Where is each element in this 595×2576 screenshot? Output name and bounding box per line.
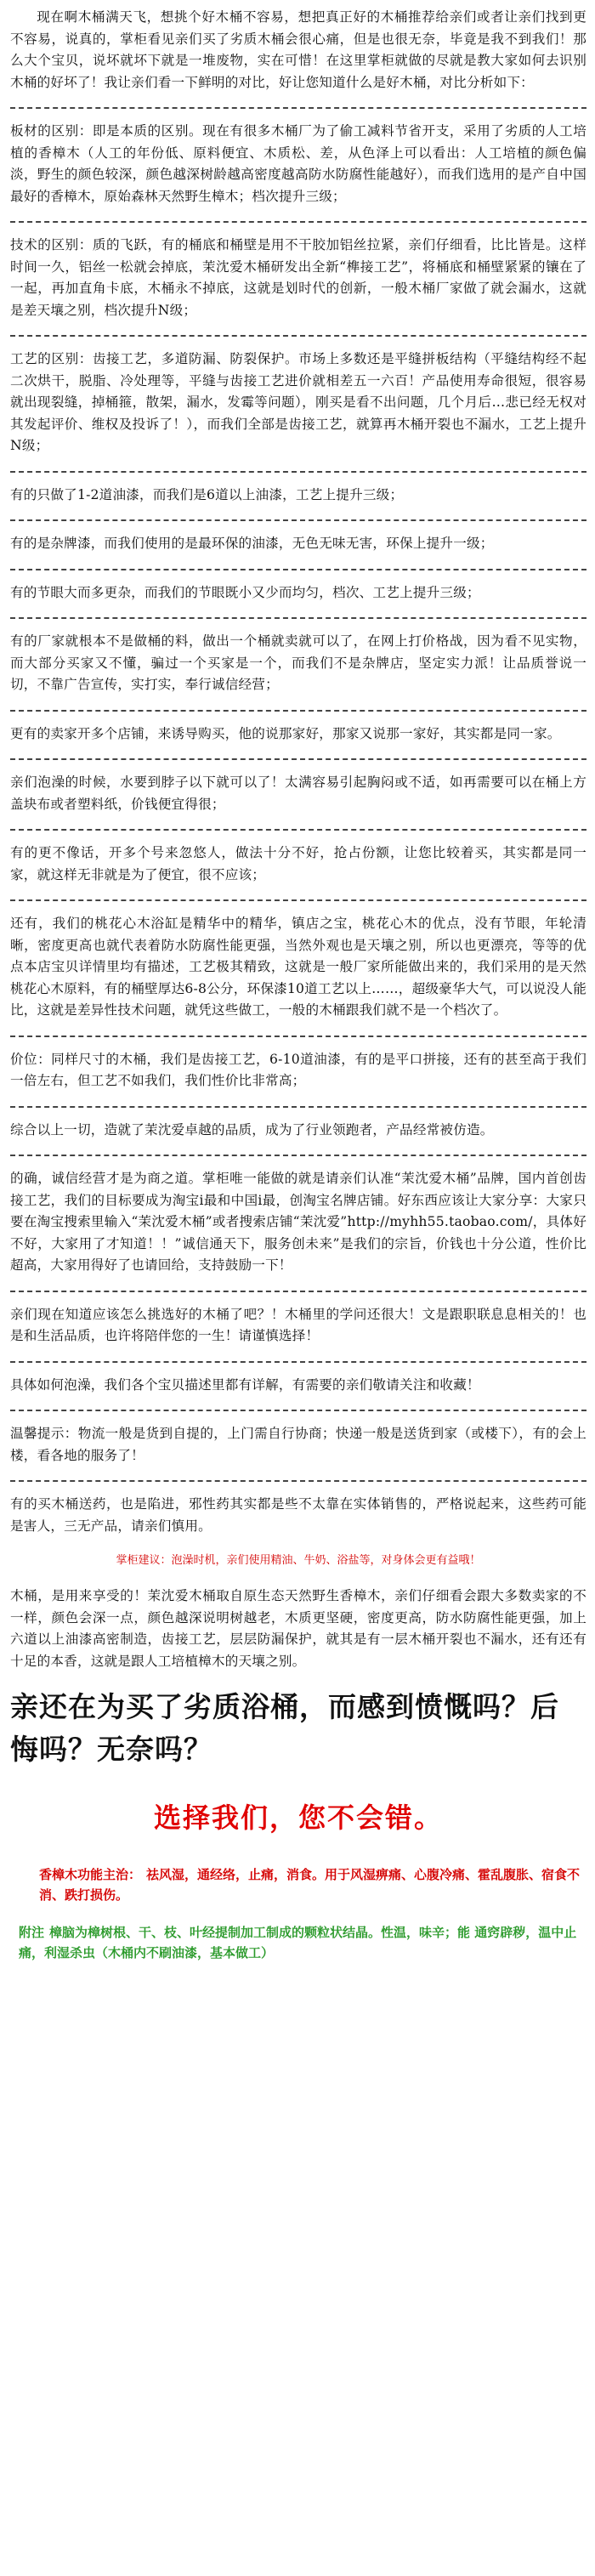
slogan-headline: 选择我们，您不会错。 [153,1801,443,1834]
wood-function-block [10,1864,586,1905]
section-divider [10,899,586,901]
choose-paragraph: 亲们现在知道应该怎么挑选好的木桶了吧？！木桶里的学问还很大！文是跟职联息息相关的！也是和生活品质，也许将陪伴您的一生！请谨慎选择！ [10,1306,586,1343]
craft-paragraph: 工艺的区别：齿接工艺，多道防漏、防裂保护。市场上多数还是平缝拼板结构（平缝结构经不起二次烘干，脱脂、冷处理等，平缝与齿接工艺进价就相差五一六百！产品使用寿命很短，很容易就出现裂缝，掉桶箍，散架，漏水，发霉等问题），刚买是看不出问题，几个月后…悲已经无权对其发起评价、维权及投诉了！），而我们全部是齿接工艺，就算再木桶开裂也不漏水，工艺上提升N级； [10,351,586,453]
summary-paragraph: 综合以上一切，造就了茉沈爱卓越的品质，成为了行业领跑者，产品经常被仿造。 [10,1121,494,1138]
section-divider [10,221,586,223]
section-divider [10,1291,586,1292]
bath-tip-paragraph: 亲们泡澡的时候，水要到脖子以下就可以了！太满容易引起胸闷或不适，如再需要可以在桶上方盖块布或者塑料纸，价钱便宜得很； [10,775,586,812]
technique-paragraph: 技术的区别：质的飞跃，有的桶底和桶壁是用不干胶加铝丝拉紧，亲们仔细看，比比皆是。这样时间一久，铝丝一松就会掉底，茉沈爱木桶研发出全新“榫接工艺”，将桶底和桶壁紧紧的镶在了一起，再加直角卡底，木桶永不掉底，这就是划时代的创新，一般木桶厂家做了就会漏水，这就是差天壤之别，档次提升N级； [10,237,586,318]
price-paragraph: 价位：同样尺寸的木桶，我们是齿接工艺，6-10道油漆，有的是平口拼接，还有的甚至高于我们一倍左右，但工艺不如我们，我们性价比非常高； [10,1051,586,1088]
section-divider [10,829,586,831]
cheap-paragraph: 有的更不像话，开多个号来忽悠人，做法十分不好，抢占份额，让您比较着买，其实都是同一家，就这样无非就是为了便宜，很不应该； [10,845,586,882]
examples-paragraph: 具体如何泡澡，我们各个宝贝描述里都有详解，有需要的亲们敬请关注和收藏！ [10,1376,480,1393]
fake-seller-paragraph: 有的厂家就根本不是做桶的料，做出一个桶就卖就可以了，在网上打价格战，因为看不见实物，而大部分买家又不懂，骗过一个买家是一个，而我们不是杂牌店，坚定实力派！让品质誉说一切，不靠广告宣传，实打实，奉行诚信经营； [10,633,586,692]
oil-paragraph: 有的只做了1-2道油漆，而我们是6道以上油漆，工艺上提升三级； [10,486,404,502]
wood-function-text: 祛风湿，通经络，止痛，消食。用于风湿痹痛、心腹冷痛、霍乱腹胀、宿食不消、跌打损伤。 [39,1867,581,1903]
wood-function-label: 香樟木功能主治： [39,1867,142,1882]
section-divider [10,569,586,570]
section-divider [10,519,586,521]
mahogany-paragraph: 还有，我们的桃花心木浴缸是精华中的精华，镇店之宝，桃花心木的优点，没有节眼，年轮清晰，密度更高也就代表着防水防腐性能更强，当然外观也是天壤之别，所以也更漂亮，等等的优点本店宝贝详情里均有描述，工艺极其精致，这就是一般厂家所能做出来的，我们采用的是天然桃花心木原料，有的桶壁厚达6-8公分，环保漆10道工艺以上……，超级豪华大气，可以说没人能比，这就是差异性技术问题，就凭这些做工，一般的木桶跟我们就不是一个档次了。 [10,916,586,1018]
section-divider [10,710,586,712]
medicine-warning-paragraph: 有的买木桶送药，也是陷进，邪性药其实都是些不太靠在实体销售的，严格说起来，这些药可能是害人，三无产品，请亲们慎用。 [10,1496,586,1534]
section-divider [10,617,586,619]
intro-paragraph: 现在啊木桶满天飞，想挑个好木桶不容易，想把真正好的木桶推荐给亲们或者让亲们找到更不容易，说真的，掌柜看见亲们买了劣质木桶会很心痛，但是也很无奈，毕竟是我不到我们！那么大个宝贝，说坏就坏下就是一堆废物，实在可惜！在这里掌柜就做的尽就是教大家如何去识别木桶的好坏了！我让亲们看一下鲜明的对比，好让您知道什么是好木桶，对比分析如下： [10,9,586,90]
regret-headline: 亲还在为买了劣质浴桶，而感到愤慨吗？后悔吗？无奈吗？ [10,1690,559,1766]
multi-shop-paragraph: 更有的卖家开多个店铺，来诱导购买，他的说那家好，那家又说那一家好，其实都是同一家。 [10,725,561,741]
trust-paragraph: 的确，诚信经营才是为商之道。掌柜唯一能做的就是请亲们认准“茉沈爱木桶”品牌，国内首创齿接工艺，我们的目标要成为淘宝i最和中国i最，创淘宝名牌店铺。好东西应该让大家分享：大家只要在淘宝搜索里输入“茉沈爱木桶”或者搜索店铺“茉沈爱”http://myhh55.taobao.com/，具体好不好，大家用了才知道！！”诚信通天下，服务创未来”是我们的宗旨，价钱也十分公道，性价比超高，大家用得好了也请回给，支持鼓励一下！ [10,1171,586,1273]
section-divider [10,1155,586,1156]
material-paragraph: 板材的区别：即是本质的区别。现在有很多木桶厂为了偷工减料节省开支，采用了劣质的人工培植的香樟木（人工的年份低、原料便宜、木质松、差，从色泽上可以看出：人工培植的颜色偏淡，野生的颜色较深，颜色越深树龄越高密度越高防水防腐性能越好），而我们选用的是产自中国最好的香樟木，原始森林天然野生樟木；档次提升三级； [10,123,586,204]
shipping-paragraph: 温馨提示：物流一般是货到自提的，上门需自行协商；快递一般是送货到家（或楼下），有的会上楼，看各地的服务了！ [10,1426,586,1463]
section-divider [10,1036,586,1037]
section-divider [10,1361,586,1363]
camphor-note-label: 附注 [19,1925,45,1940]
section-divider [10,1410,586,1411]
section-divider [10,1480,586,1482]
camphor-note-block [10,1922,586,1963]
section-divider [10,335,586,337]
health-tip: 掌柜建议：泡澡时机，亲们使用精油、牛奶、浴盐等，对身体会更有益哦！ [116,1554,481,1567]
section-divider [10,758,586,760]
section-divider [10,107,586,109]
knots-paragraph: 有的节眼大而多更杂，而我们的节眼既小又少而均匀，档次、工艺上提升三级； [10,584,480,600]
brand-paragraph: 有的是杂牌漆，而我们使用的是最环保的油漆，无色无味无害，环保上提升一级； [10,536,494,551]
section-divider [10,471,586,473]
section-divider [10,1106,586,1108]
wood-intro-paragraph: 木桶，是用来享受的！茉沈爱木桶取自原生态天然野生香樟木，亲们仔细看会跟大多数卖家的不一样，颜色会深一点，颜色越深说明树越老，木质更坚硬，密度更高，防水防腐性能更强，加上六道以上油漆高密制造，齿接工艺，层层防漏保护，就其是有一层木桶开裂也不漏水，还有还有十足的本香，这就是跟人工培植樟木的天壤之别。 [10,1588,586,1669]
camphor-note-text: 樟脑为樟树根、干、枝、叶经提制加工制成的颗粒状结晶。性温，味辛；能 通窍辟秽，温中止痛，利湿杀虫（木桶内不刷油漆，基本做工） [19,1925,577,1960]
